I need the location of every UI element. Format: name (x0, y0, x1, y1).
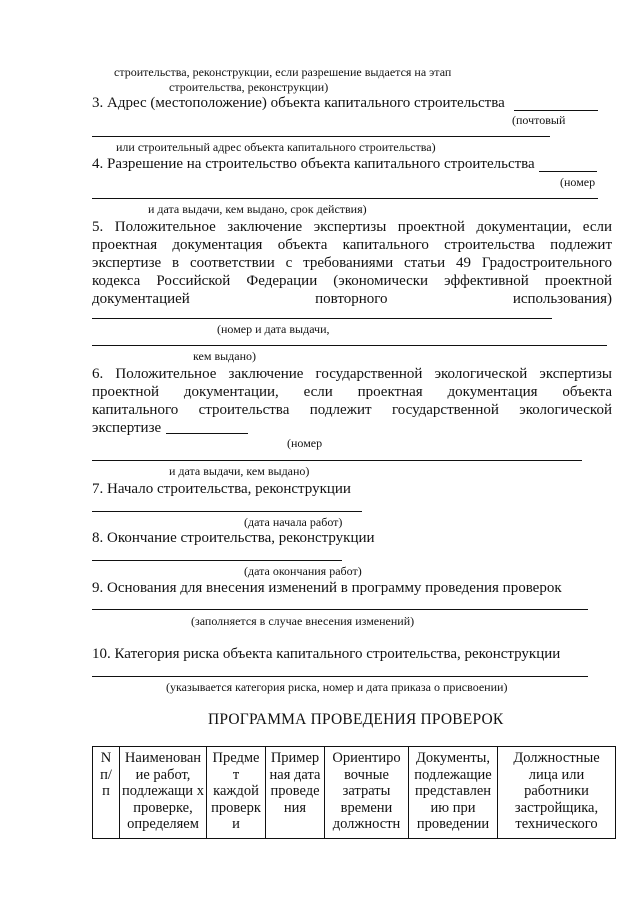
item-6-field[interactable] (166, 433, 248, 434)
column-header: Ориентиро вочные затраты времени должностн (325, 747, 409, 839)
column-header: Предме т каждой проверк и (207, 747, 266, 839)
item-8-hint: (дата окончания работ) (244, 564, 362, 578)
item-4-hint-a: (номер (560, 175, 596, 189)
item-5-line-4: кодекса Российской Федерации (экономически эффективной проектной (92, 273, 612, 289)
column-header: Наименован ие работ, подлежащи х проверке, определяем (120, 747, 207, 839)
item-6-line-3: капитального строительства подлежит государственной экологической (92, 402, 612, 418)
item-5-field-2[interactable] (92, 345, 607, 346)
program-table (92, 746, 616, 839)
item-10-hint: (указывается категория риска, номер и дата приказа о присвоении) (166, 680, 508, 694)
item-6-field-2[interactable] (92, 460, 582, 461)
item-5-line-1: 5. Положительное заключение экспертизы проектной документации, если (92, 219, 612, 235)
item-4-hint-b: и дата выдачи, кем выдано, срок действия) (148, 202, 367, 216)
item-3-field[interactable] (514, 110, 598, 111)
item-8-field[interactable] (92, 560, 342, 561)
item-3-hint-a: (почтовый (512, 113, 566, 127)
table-header-row (93, 747, 616, 839)
item-9-label: 9. Основания для внесения изменений в программу проведения проверок (92, 580, 562, 596)
item-6-hint-a: (номер (287, 436, 323, 450)
item-5-line-2: проектная документация объекта капитального строительства подлежит (92, 237, 612, 253)
item-7-field[interactable] (92, 511, 362, 512)
item-9-hint: (заполняется в случае внесения изменений) (191, 614, 415, 628)
item-3-label: 3. Адрес (местоположение) объекта капитального строительства (92, 95, 505, 111)
header-line-2: строительства, реконструкции) (169, 80, 329, 94)
item-5-hint-a: (номер и дата выдачи, (217, 322, 330, 336)
item-4-label: 4. Разрешение на строительство объекта капитального строительства (92, 156, 535, 172)
item-6-line-4: экспертизе (92, 420, 162, 436)
item-4-field-2[interactable] (92, 198, 598, 199)
item-10-field[interactable] (92, 676, 588, 677)
column-header: Должностные лица или работники застройщика, технического (498, 747, 616, 839)
column-header: Документы, подлежащие представлен ию при проведении (409, 747, 498, 839)
header-line-1: строительства, реконструкции, если разрешение выдается на этап (114, 65, 452, 79)
item-8-label: 8. Окончание строительства, реконструкции (92, 530, 375, 546)
item-6-line-1: 6. Положительное заключение государственной экологической экспертизы (92, 366, 612, 382)
item-9-field[interactable] (92, 609, 588, 610)
item-4-field[interactable] (539, 171, 597, 172)
item-10-label: 10. Категория риска объекта капитального строительства, реконструкции (92, 646, 561, 662)
item-6-hint-b: и дата выдачи, кем выдано) (169, 464, 310, 478)
program-title: ПРОГРАММА ПРОВЕДЕНИЯ ПРОВЕРОК (208, 711, 504, 728)
item-5-line-3: экспертизе в соответствии с требованиями статьи 49 Градостроительного (92, 255, 612, 271)
item-5-field[interactable] (92, 318, 552, 319)
item-7-hint: (дата начала работ) (244, 515, 343, 529)
column-header: Пример ная дата проведе ния (266, 747, 325, 839)
item-5-line-5: документацией повторного использования) (92, 291, 612, 307)
item-3-field-2[interactable] (92, 136, 550, 137)
item-3-hint-b: или строительный адрес объекта капитального строительства) (116, 140, 436, 154)
column-header: N п/ п (93, 747, 120, 839)
item-6-line-2: проектной документации, если проектная документация объекта (92, 384, 612, 400)
item-7-label: 7. Начало строительства, реконструкции (92, 481, 351, 497)
item-5-hint-b: кем выдано) (193, 349, 257, 363)
